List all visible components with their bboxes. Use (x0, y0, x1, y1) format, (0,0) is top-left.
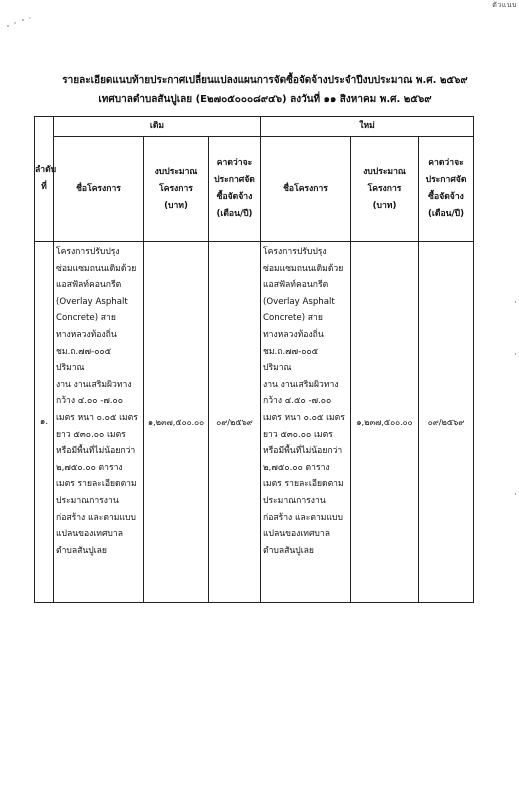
new-line: ทางหลวงท้องถิ่น (263, 329, 324, 340)
new-line: ยาว ๕๓๐.๐๐ เมตร (263, 429, 333, 440)
new-expected-date-header: คาดว่าจะ ประกาศจัด ซื้อจัดจ้าง (เดือน/ปี) (419, 137, 474, 242)
old-line: ประมาณการงาน (56, 495, 119, 506)
old-budget-value: ๑,๒๓๗,๕๐๐.๐๐ (144, 242, 209, 603)
new-line: Concrete) สาย (263, 313, 323, 324)
corner-mark: ตัวแนบ (492, 1, 517, 9)
table-row (35, 242, 474, 603)
group-header-row (35, 117, 474, 137)
new-line: เมตร หนา ๐.๐๕ เมตร (263, 412, 345, 423)
column-header-row (35, 137, 474, 242)
seq-header (35, 117, 57, 242)
document-subtitle: เทศบาลตำบลสันปูเลย (E๒๗๐๕๐๐๐๘๙๔๖) ลงวันที่ ๑๑ สิงหาคม พ.ศ. ๒๕๖๙ (98, 94, 432, 105)
old-project-name-header: ชื่อโครงการ (54, 137, 144, 242)
group-old-header: เดิม (54, 117, 261, 137)
old-line: ซ่อมแซมถนนเดิมด้วย (56, 263, 137, 274)
document-title: รายละเอียดแนบท้ายประกาศเปลี่ยนแปลงแผนการจัดซื้อจัดจ้างประจำปีงบประมาณ พ.ศ. ๒๕๖๙ (62, 75, 468, 86)
new-project-name-header: ชื่อโครงการ (261, 137, 351, 242)
new-line: ประมาณการงาน (263, 495, 326, 506)
procurement-plan-table (34, 116, 474, 603)
old-budget-header: งบประมาณ โครงการ (บาท) (144, 137, 209, 242)
old-expected-date-header: คาดว่าจะ ประกาศจัด ซื้อจัดจ้าง (เดือน/ปี) (209, 137, 261, 242)
seq-header-line1: ลำดับ (35, 165, 57, 175)
old-line: เมตร หนา ๐.๐๕ เมตร (56, 412, 138, 423)
new-line: (Overlay Asphalt (263, 296, 335, 307)
old-line: หรือมีพื้นที่ไม่น้อยกว่า (56, 446, 136, 457)
old-line: โครงการปรับปรุง (56, 247, 120, 257)
new-line: แอสฟัลท์คอนกรีต (263, 280, 329, 291)
group-new-header: ใหม่ (261, 117, 474, 137)
new-line: แปลนของเทศบาล (263, 529, 330, 540)
old-line: ทางหลวงท้องถิ่น (56, 329, 117, 340)
old-line: ๒,๗๕๐.๐๐ ตาราง (56, 462, 123, 473)
old-line: (Overlay Asphalt (56, 296, 128, 307)
scan-specks (4, 16, 34, 30)
new-line: ก่อสร้าง และตามแบบ (263, 512, 343, 523)
old-line: ก่อสร้าง และตามแบบ (56, 512, 136, 523)
old-project-description (54, 242, 144, 603)
row-seq: ๑. (35, 242, 54, 603)
new-line: ชม.ถ.๗๗-๐๐๕ ปริมาณ (263, 346, 319, 374)
old-line: ตำบลสันปูเลย (56, 545, 107, 556)
new-line: หรือมีพื้นที่ไม่น้อยกว่า (263, 446, 343, 457)
new-expected-date-value: ๐๙/๒๕๖๙ (419, 242, 474, 603)
new-budget-header: งบประมาณ โครงการ (บาท) (351, 137, 419, 242)
new-line: ๒,๗๕๐.๐๐ ตาราง (263, 462, 330, 473)
new-line: กว้าง ๔.๕๐ -๗.๐๐ (263, 396, 332, 407)
old-line: แอสฟัลท์คอนกรีต (56, 280, 122, 291)
old-line: เมตร รายละเอียดตาม (56, 479, 137, 490)
new-budget-value: ๑,๒๓๗,๕๐๐.๐๐ (351, 242, 419, 603)
new-line: งาน งานเสริมผิวทาง (263, 379, 339, 390)
new-line: ตำบลสันปูเลย (263, 545, 314, 556)
seq-header-line2: ที่ (41, 182, 47, 192)
old-line: Concrete) สาย (56, 313, 116, 324)
new-line: ซ่อมแซมถนนเดิมด้วย (263, 263, 344, 274)
old-expected-date-value: ๐๙/๒๕๖๙ (209, 242, 261, 603)
old-line: แปลนของเทศบาล (56, 529, 123, 540)
new-line: โครงการปรับปรุง (263, 247, 327, 257)
scan-edge-marks: · · · (514, 298, 517, 500)
old-line: ชม.ถ.๗๗-๐๐๕ ปริมาณ (56, 346, 112, 374)
new-project-description (261, 242, 351, 603)
new-line: เมตร รายละเอียดตาม (263, 479, 344, 490)
old-line: กว้าง ๔.๐๐ -๗.๐๐ (56, 396, 124, 407)
old-line: งาน งานเสริมผิวทาง (56, 379, 132, 390)
old-line: ยาว ๕๓๐.๐๐ เมตร (56, 429, 126, 440)
